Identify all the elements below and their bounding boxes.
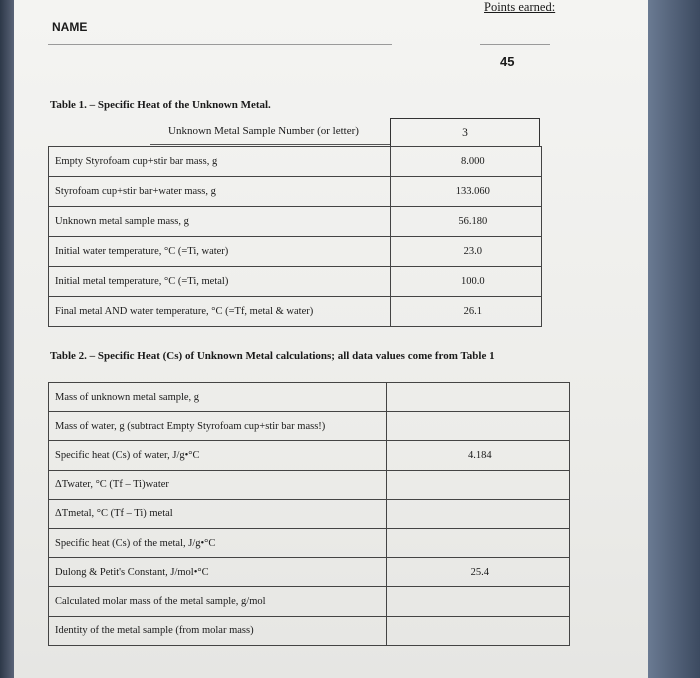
table1-row-label: Initial water temperature, °C (=Ti, water) [49, 237, 391, 267]
table2-row-label: Specific heat (Cs) of water, J/g•°C [49, 441, 387, 470]
table2-row-value[interactable] [386, 499, 569, 528]
table-row [49, 177, 542, 207]
table2-row-value[interactable] [386, 383, 569, 412]
table2-row-label: Dulong & Petit's Constant, J/mol•°C [49, 558, 387, 587]
table1-row-label: Final metal AND water temperature, °C (=Tf, metal & water) [49, 297, 391, 327]
table2-row-value[interactable] [386, 470, 569, 499]
points-value: 45 [500, 54, 515, 69]
table-row [49, 267, 542, 297]
table1 [48, 146, 542, 327]
table-row [49, 383, 570, 412]
table1-row-value: 56.180 [390, 207, 541, 237]
table2-row-value[interactable] [386, 587, 569, 616]
table2-row-value[interactable] [386, 616, 569, 645]
worksheet-page [14, 0, 648, 678]
points-line [480, 44, 550, 45]
table2-row-label: Mass of water, g (subtract Empty Styrofoam cup+stir bar mass!) [49, 412, 387, 441]
table1-title: Table 1. – Specific Heat of the Unknown Metal. [50, 99, 271, 111]
table1-header-label-cell [150, 118, 390, 145]
table-row [49, 499, 570, 528]
table-row [49, 147, 542, 177]
table2-row-label: Identity of the metal sample (from molar mass) [49, 616, 387, 645]
table1-row-label: Styrofoam cup+stir bar+water mass, g [49, 177, 391, 207]
table1-header-value: 3 [390, 118, 540, 146]
table2-row-value[interactable] [386, 412, 569, 441]
name-line [48, 44, 392, 45]
table1-row-label: Unknown metal sample mass, g [49, 207, 391, 237]
table1-row-value: 23.0 [390, 237, 541, 267]
table2-row-label: Specific heat (Cs) of the metal, J/g•°C [49, 528, 387, 557]
table2-row-label: ΔTwater, °C (Tf – Ti)water [49, 470, 387, 499]
table2-row-label: ΔTmetal, °C (Tf – Ti) metal [49, 499, 387, 528]
table-row [49, 207, 542, 237]
table-row [49, 528, 570, 557]
table2-row-value[interactable] [386, 528, 569, 557]
table-row [49, 297, 542, 327]
table-row [49, 616, 570, 645]
table2-row-value: 25.4 [386, 558, 569, 587]
table2-row-label: Mass of unknown metal sample, g [49, 383, 387, 412]
table1-row-value: 26.1 [390, 297, 541, 327]
table1-row-label: Empty Styrofoam cup+stir bar mass, g [49, 147, 391, 177]
name-label: NAME [52, 20, 88, 34]
table1-row-label: Initial metal temperature, °C (=Ti, metal) [49, 267, 391, 297]
table-row [49, 470, 570, 499]
background-left-edge [0, 0, 14, 678]
table1-header-label: Unknown Metal Sample Number (or letter) [168, 125, 359, 137]
table1-row-value: 133.060 [390, 177, 541, 207]
table-row [49, 441, 570, 470]
table-row [49, 558, 570, 587]
points-earned-label: Points earned: [484, 0, 556, 14]
table-row [49, 237, 542, 267]
table2-title: Table 2. – Specific Heat (Cs) of Unknown Metal calculations; all data values come from Table 1 [50, 350, 495, 362]
table-row [49, 587, 570, 616]
table2 [48, 382, 570, 646]
background-right-edge [648, 0, 700, 678]
table2-row-label: Calculated molar mass of the metal sample, g/mol [49, 587, 387, 616]
table1-row-value: 8.000 [390, 147, 541, 177]
table-row [49, 412, 570, 441]
table2-row-value: 4.184 [386, 441, 569, 470]
table1-row-value: 100.0 [390, 267, 541, 297]
